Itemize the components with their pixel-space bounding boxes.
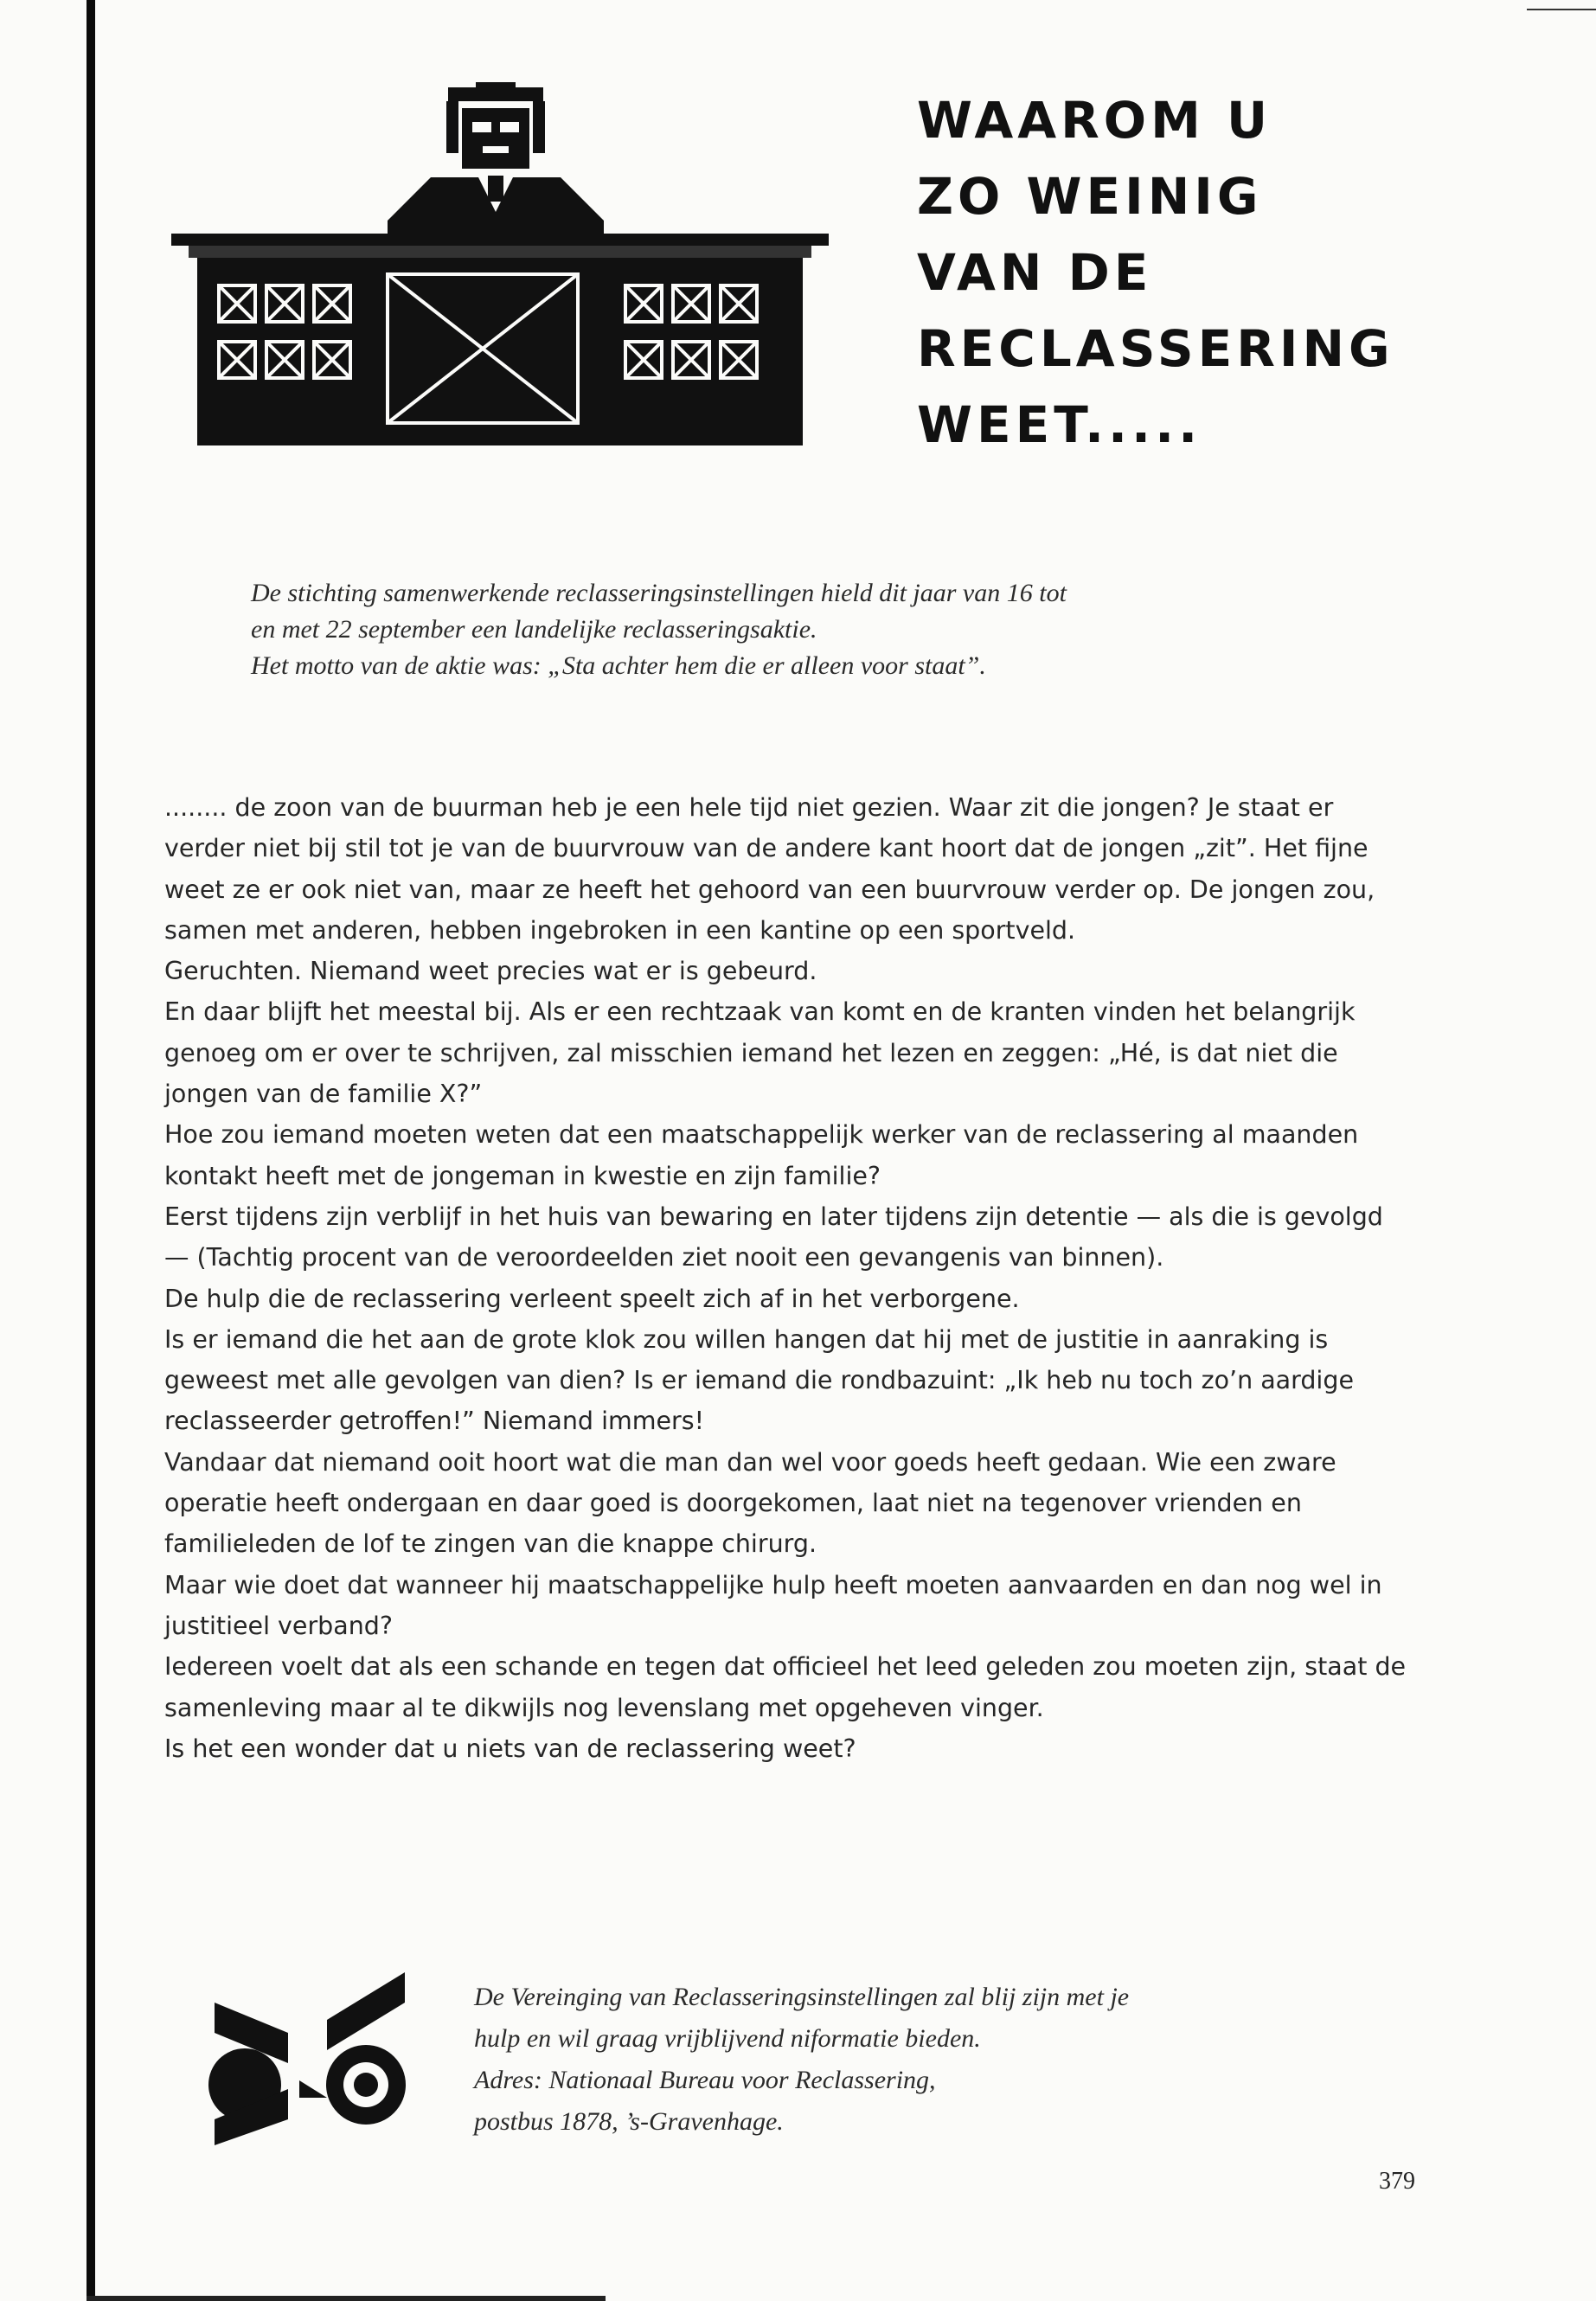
footer-line: Adres: Nationaal Bureau voor Reclassering, [474,2066,936,2094]
organization-logo [197,1968,422,2150]
headline-line: ZO WEINIG [917,167,1263,226]
page-number: 379 [1379,2168,1415,2195]
footer-line: postbus 1878, ’s-Gravenhage. [474,2107,784,2136]
footer-line: hulp en wil graag vrijblijvend niformatie bieden. [474,2024,981,2053]
body-paragraph: Vandaar dat niemand ooit hoort wat die man dan wel voor goeds heeft gedaan. Wie een zware operatie heeft ondergaan en daar goed is doorgekomen, laat niet na tegenover vrienden en familieleden de lof te zingen van die knappe chirurg. [164,1447,1336,1559]
judge-bench-illustration [171,82,829,445]
body-paragraph: De hulp die de reclassering verleent speelt zich af in het verborgene. [164,1284,1020,1313]
judge-figure [388,82,604,255]
scan-edge-left [87,0,95,2301]
body-paragraph: Is het een wonder dat u niets van de reclassering weet? [164,1734,856,1763]
headline-line: RECLASSERING [917,319,1394,378]
intro-line: en met 22 september een landelijke reclasseringsaktie. [251,615,817,644]
contact-footer [474,1977,1426,2143]
body-paragraph: Iedereen voelt dat als een schande en tegen dat officieel het leed geleden zou moeten zijn, staat de samenleving maar al te dikwijls nog levenslang met opgeheven vinger. [164,1652,1407,1722]
intro-line: De stichting samenwerkende reclasseringsinstellingen hield dit jaar van 16 tot [251,579,1067,607]
headline-line: WAAROM U [917,91,1272,150]
body-paragraph: Is er iemand die het aan de grote klok zou willen hangen dat hij met de justitie in aanraking is geweest met alle gevolgen van dien? Is er iemand die rondbazuint: „Ik heb nu toch zo’n aardige reclasseerder getroffen!” Niemand immers! [164,1324,1354,1436]
body-paragraph: Hoe zou iemand moeten weten dat een maatschappelijk werker van de reclassering al maanden kontakt heeft met de jongeman in kwestie en zijn familie? [164,1120,1359,1190]
headline-line: WEET..... [917,395,1202,454]
intro-text [251,575,1410,684]
intro-line: Het motto van de aktie was: „Sta achter hem die er alleen voor staat”. [251,651,986,680]
article-body [164,787,1410,1769]
body-paragraph: Eerst tijdens zijn verblijf in het huis van bewaring en later tijdens zijn detentie — als die is gevolgd — (Tachtig procent van de veroordeelden ziet nooit een gevangenis van binnen). [164,1202,1383,1272]
scan-edge-bottom [87,2296,606,2301]
body-paragraph: Maar wie doet dat wanneer hij maatschappelijke hulp heeft moeten aanvaarden en dan nog wel in justitieel verband? [164,1570,1382,1640]
headline-line: VAN DE [917,243,1153,302]
body-paragraph: En daar blijft het meestal bij. Als er een rechtzaak van komt en de kranten vinden het belangrijk genoeg om er over te schrijven, zal misschien iemand het lezen en zeggen: „Hé, is dat niet die jongen van de familie X?” [164,997,1356,1109]
headline [917,82,1522,463]
body-paragraph: ........ de zoon van de buurman heb je een hele tijd niet gezien. Waar zit die jongen? Je staat er verder niet bij stil tot je van de buurvrouw van de andere kant hoort dat de jongen „zit”. Het fijne weet ze er ook niet van, maar ze heeft het gehoord van een buurvrouw verder op. De jongen zou, samen met anderen, hebben ingebroken in een kantine op een sportveld. [164,793,1375,945]
scan-corner-line [1527,9,1596,10]
body-paragraph: Geruchten. Niemand weet precies wat er is gebeurd. [164,957,817,986]
footer-line: De Vereinging van Reclasseringsinstellingen zal blij zijn met je [474,1983,1130,2011]
